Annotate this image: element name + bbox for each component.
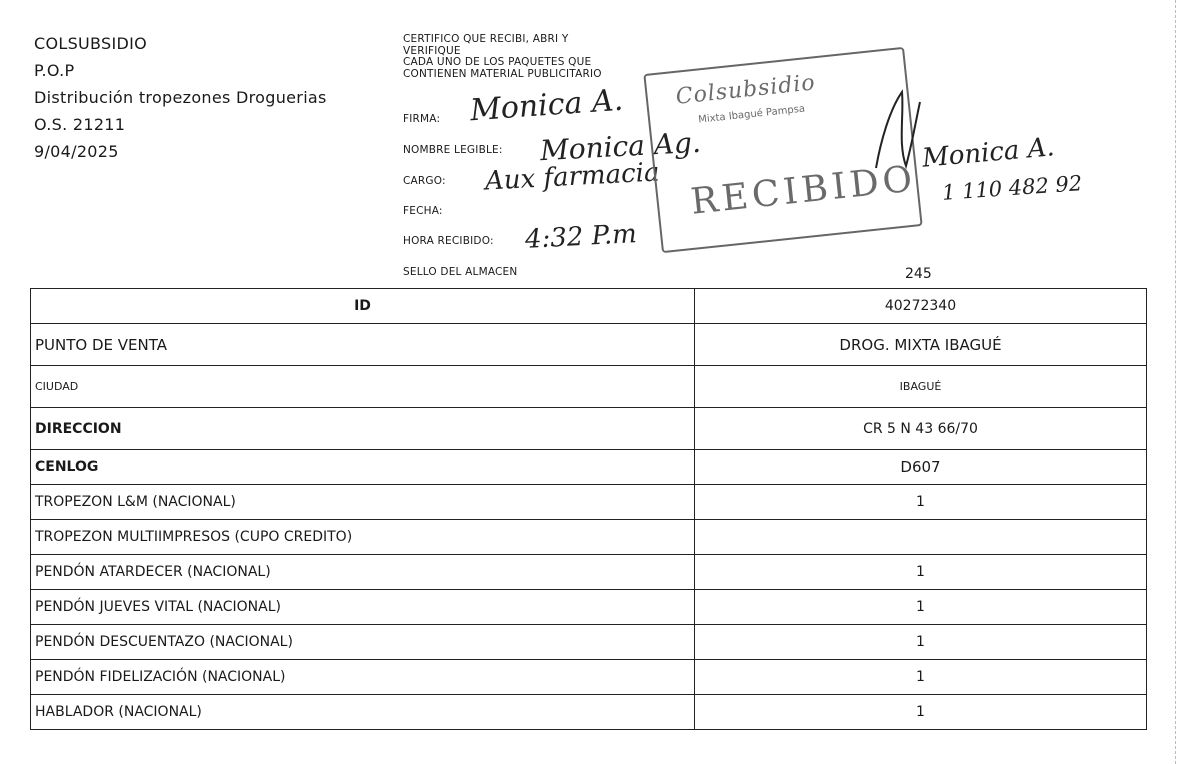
row-label: CENLOG [31,450,695,485]
row-value: 1 [695,625,1147,660]
row-value: IBAGUÉ [695,366,1147,408]
table-row [31,660,1147,695]
row-label: ID [31,289,695,324]
handwritten-firma: Monica A. [468,82,625,129]
row-value: 1 [695,555,1147,590]
row-label: TROPEZON MULTIIMPRESOS (CUPO CREDITO) [31,520,695,555]
row-label: PUNTO DE VENTA [31,324,695,366]
handwritten-signature: Monica A. [920,132,1056,174]
row-label: DIRECCION [31,408,695,450]
cargo-label: CARGO: [403,175,446,187]
certificate-line: CADA UNO DE LOS PAQUETES QUE [403,56,592,68]
row-label: CIUDAD [31,366,695,408]
signature-flourish [868,86,928,181]
table-row [31,408,1147,450]
company-name: COLSUBSIDIO [34,34,148,53]
table-row [31,324,1147,366]
row-value: DROG. MIXTA IBAGUÉ [695,324,1147,366]
certificate-text [403,34,602,80]
table-row [31,289,1147,324]
row-value: 1 [695,660,1147,695]
document-header [34,30,327,165]
document-date: 9/04/2025 [34,142,119,161]
scan-edge-line [1175,0,1177,764]
row-value: 1 [695,485,1147,520]
table-row [31,520,1147,555]
document-title: Distribución tropezones Droguerias [34,88,327,107]
table-row [31,695,1147,730]
page-number: 245 [905,266,932,282]
document-code: P.O.P [34,61,75,80]
hora-label: HORA RECIBIDO: [403,235,494,247]
certificate-line: CERTIFICO QUE RECIBI, ABRI Y [403,33,569,45]
row-label: PENDÓN ATARDECER (NACIONAL) [31,555,695,590]
handwritten-cargo: Aux farmacia [484,157,661,197]
row-value: CR 5 N 43 66/70 [695,408,1147,450]
stamp-brand: Colsubsidio [674,70,817,110]
firma-label: FIRMA: [403,113,441,125]
table-row [31,590,1147,625]
row-label: PENDÓN JUEVES VITAL (NACIONAL) [31,590,695,625]
stamp-text: RECIBIDO [688,158,919,223]
handwritten-hora: 4:32 P.m [524,219,638,255]
row-label: PENDÓN FIDELIZACIÓN (NACIONAL) [31,660,695,695]
fecha-label: FECHA: [403,205,443,217]
certificate-line: VERIFIQUE [403,44,461,57]
handwritten-id-number: 1 110 482 92 [941,171,1083,205]
certificate-line: CONTIENEN MATERIAL PUBLICITARIO [403,67,602,80]
order-number: O.S. 21211 [34,115,126,134]
row-label: TROPEZON L&M (NACIONAL) [31,485,695,520]
nombre-label: NOMBRE LEGIBLE: [403,144,503,156]
table-row [31,450,1147,485]
handwritten-nombre: Monica Ag. [539,125,702,168]
table-row [31,366,1147,408]
row-label: PENDÓN DESCUENTAZO (NACIONAL) [31,625,695,660]
row-label: HABLADOR (NACIONAL) [31,695,695,730]
table-row [31,485,1147,520]
row-value: 40272340 [695,289,1147,324]
row-value: 1 [695,590,1147,625]
row-value: D607 [695,450,1147,485]
row-value [695,520,1147,555]
table-row [31,555,1147,590]
distribution-table [30,288,1147,730]
row-value: 1 [695,695,1147,730]
table-row [31,625,1147,660]
sello-label: SELLO DEL ALMACEN [403,266,518,278]
stamp-subtitle: Mixta Ibagué Pampsa [697,103,806,126]
